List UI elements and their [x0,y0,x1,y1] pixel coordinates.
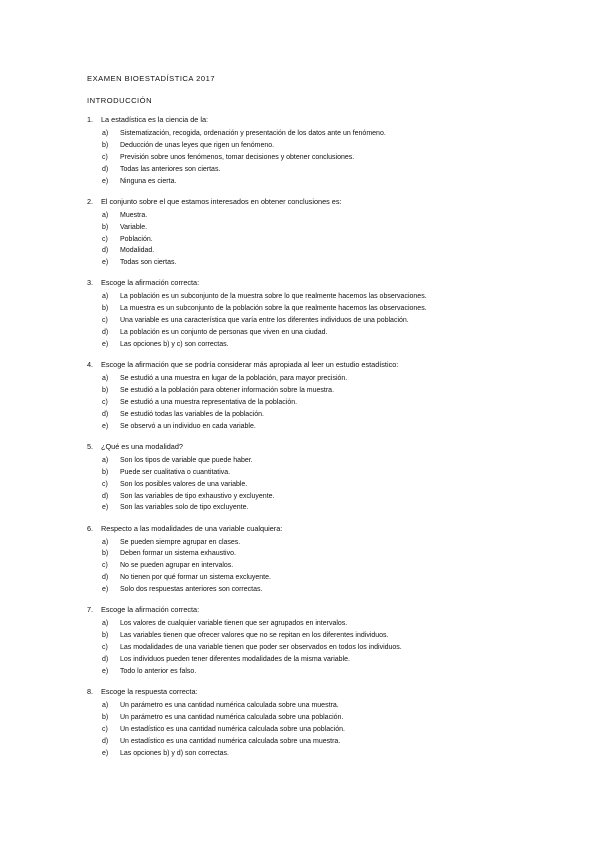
option-item [87,479,557,491]
question-item [87,686,557,760]
question-number: 4. [87,360,94,370]
option-letter: d) [102,655,109,663]
option-text: Se estudió todas las variables de la población. [120,410,264,418]
option-letter: d) [102,410,109,418]
option-letter: c) [102,235,108,243]
option-item [87,467,557,479]
option-letter: b) [102,468,109,476]
option-text: Las opciones b) y c) son correctas. [120,341,229,349]
option-item [87,618,557,630]
option-text: Variable. [120,223,148,231]
option-item [87,222,557,234]
option-text: Se estudió a una muestra representativa de la población. [120,398,298,406]
question-number: 2. [87,196,94,206]
option-item [87,630,557,642]
option-text: Son las variables solo de tipo excluyente. [120,504,249,512]
option-letter: e) [102,667,109,675]
option-item [87,700,557,712]
option-item [87,397,557,409]
option-text: Puede ser cualitativa o cuantitativa. [120,468,231,476]
question-item [87,277,557,351]
option-item [87,327,557,339]
question-number: 6. [87,523,94,533]
option-letter: a) [102,129,109,137]
option-item [87,421,557,433]
question-stem [87,114,557,126]
option-item [87,748,557,760]
option-text: La población es un conjunto de personas que viven en una ciudad. [120,329,328,337]
option-item [87,152,557,164]
option-list [87,455,557,515]
option-item [87,164,557,176]
question-item [87,359,557,433]
option-item [87,176,557,188]
question-stem [87,196,557,208]
option-text: Los valores de cualquier variable tienen que ser agrupados en intervalos. [120,620,348,628]
option-item [87,584,557,596]
option-item [87,455,557,467]
section-heading: INTRODUCCIÓN [87,96,153,105]
document-title: EXAMEN BIOESTADÍSTICA 2017 [87,74,216,83]
option-item [87,210,557,222]
option-letter: a) [102,620,109,628]
option-list [87,291,557,351]
question-text: Escoge la respuesta correcta: [101,686,198,696]
option-letter: e) [102,177,109,185]
question-number: 7. [87,605,94,615]
option-text: No se pueden agrupar en intervalos. [120,562,234,570]
question-text: Escoge la afirmación que se podría considerar más apropiada al leer un estudio estadístico: [101,360,399,370]
option-letter: c) [102,398,108,406]
option-letter: b) [102,305,109,313]
option-text: Las variables tienen que ofrecer valores que no se repitan en los diferentes individuos. [120,632,389,640]
option-letter: e) [102,586,109,594]
option-letter: c) [102,644,108,652]
option-text: Los individuos pueden tener diferentes modalidades de la misma variable. [120,655,350,663]
option-letter: e) [102,422,109,430]
option-letter: c) [102,153,108,161]
option-text: No tienen por qué formar un sistema excluyente. [120,574,271,582]
option-item [87,315,557,327]
option-item [87,291,557,303]
option-letter: d) [102,329,109,337]
option-item [87,385,557,397]
question-text: Escoge la afirmación correcta: [101,278,200,288]
option-item [87,128,557,140]
option-letter: a) [102,456,109,464]
option-list [87,618,557,678]
option-item [87,234,557,246]
option-item [87,548,557,560]
question-stem [87,604,557,616]
option-text: Las opciones b) y d) son correctas. [120,749,229,757]
option-item [87,572,557,584]
option-list [87,128,557,188]
option-text: Deducción de unas leyes que rigen un fenómeno. [120,141,275,149]
option-letter: c) [102,562,108,570]
question-item [87,114,557,188]
option-letter: b) [102,713,109,721]
option-letter: b) [102,223,109,231]
option-item [87,502,557,514]
question-number: 1. [87,115,94,124]
option-item [87,303,557,315]
option-letter: d) [102,165,109,173]
option-text: Son los tipos de variable que puede haber. [120,456,253,464]
option-letter: e) [102,259,109,267]
option-letter: c) [102,317,108,325]
option-text: Previsión sobre unos fenómenos, tomar decisiones y obtener conclusiones. [120,153,355,161]
option-item [87,537,557,549]
question-item [87,196,557,270]
question-item [87,604,557,678]
question-stem [87,441,557,453]
question-stem [87,359,557,371]
option-item [87,245,557,257]
question-text: ¿Qué es una modalidad? [101,441,183,451]
option-list [87,537,557,597]
option-text: Solo dos respuestas anteriores son correctas. [120,586,263,594]
option-item [87,409,557,421]
option-letter: c) [102,725,108,733]
option-text: Ninguna es cierta. [120,177,177,185]
option-text: Una variable es una característica que varía entre los diferentes individuos de una población. [120,317,409,325]
option-text: Las modalidades de una variable tienen que poder ser observados en todos los individuos. [120,644,402,652]
option-letter: c) [102,480,108,488]
option-item [87,712,557,724]
question-number: 3. [87,278,94,288]
option-letter: a) [102,701,109,709]
option-letter: b) [102,387,109,394]
option-item [87,339,557,351]
option-item [87,140,557,152]
option-item [87,666,557,678]
option-list [87,210,557,270]
option-text: Deben formar un sistema exhaustivo. [120,550,236,558]
question-text: Respecto a las modalidades de una variable cualquiera: [101,523,283,533]
question-stem [87,523,557,535]
option-text: Sistematización, recogida, ordenación y presentación de los datos ante un fenómeno. [120,129,386,137]
option-text: Se estudió a una muestra en lugar de la población, para mayor precisión. [120,375,348,383]
option-text: Población. [120,235,153,243]
option-item [87,736,557,748]
option-text: Se observó a un individuo en cada variable. [120,422,256,430]
option-text: Se pueden siempre agrupar en clases. [120,538,241,546]
option-text: Todas las anteriores son ciertas. [120,165,221,173]
option-item [87,654,557,666]
option-item [87,373,557,385]
option-letter: a) [102,375,109,383]
option-item [87,642,557,654]
option-text: Modalidad. [120,247,155,255]
option-text: Se estudió a la población para obtener información sobre la muestra. [120,387,335,394]
option-text: Muestra. [120,211,148,219]
question-number: 5. [87,441,94,451]
option-text: Todas son ciertas. [120,259,177,267]
question-number: 8. [87,686,94,696]
option-text: Un estadístico es una cantidad numérica calculada sobre una muestra. [120,737,341,745]
question-item [87,441,557,515]
option-list [87,373,557,433]
option-letter: a) [102,211,109,219]
option-letter: b) [102,632,109,640]
option-text: Son los posibles valores de una variable. [120,480,248,488]
option-text: La muestra es un subconjunto de la población sobre la que realmente hacemos las observaciones. [120,305,427,313]
option-text: Un parámetro es una cantidad numérica calculada sobre una población. [120,713,344,721]
option-item [87,491,557,503]
option-text: La población es un subconjunto de la muestra sobre lo que realmente hacemos las observaciones. [120,293,427,301]
option-item [87,257,557,269]
option-text: Un estadístico es una cantidad numérica calculada sobre una población. [120,725,345,733]
question-text: El conjunto sobre el que estamos interesados en obtener conclusiones es: [101,196,342,206]
option-text: Un parámetro es una cantidad numérica calculada sobre una muestra. [120,701,339,709]
option-letter: d) [102,737,109,745]
option-text: Son las variables de tipo exhaustivo y excluyente. [120,492,275,500]
option-letter: b) [102,141,109,149]
option-letter: d) [102,574,109,582]
option-text: Todo lo anterior es falso. [120,667,197,675]
option-letter: b) [102,550,109,558]
option-letter: d) [102,247,109,255]
question-text: La estadística es la ciencia de la: [101,115,209,124]
option-letter: a) [102,293,109,301]
question-text: Escoge la afirmación correcta: [101,605,200,615]
option-item [87,560,557,572]
option-list [87,700,557,760]
question-stem [87,686,557,698]
option-letter: e) [102,504,109,512]
question-stem [87,277,557,289]
option-item [87,724,557,736]
option-letter: e) [102,749,109,757]
option-letter: e) [102,341,109,349]
question-list [87,114,557,768]
option-letter: a) [102,538,109,546]
option-letter: d) [102,492,109,500]
question-item [87,523,557,597]
